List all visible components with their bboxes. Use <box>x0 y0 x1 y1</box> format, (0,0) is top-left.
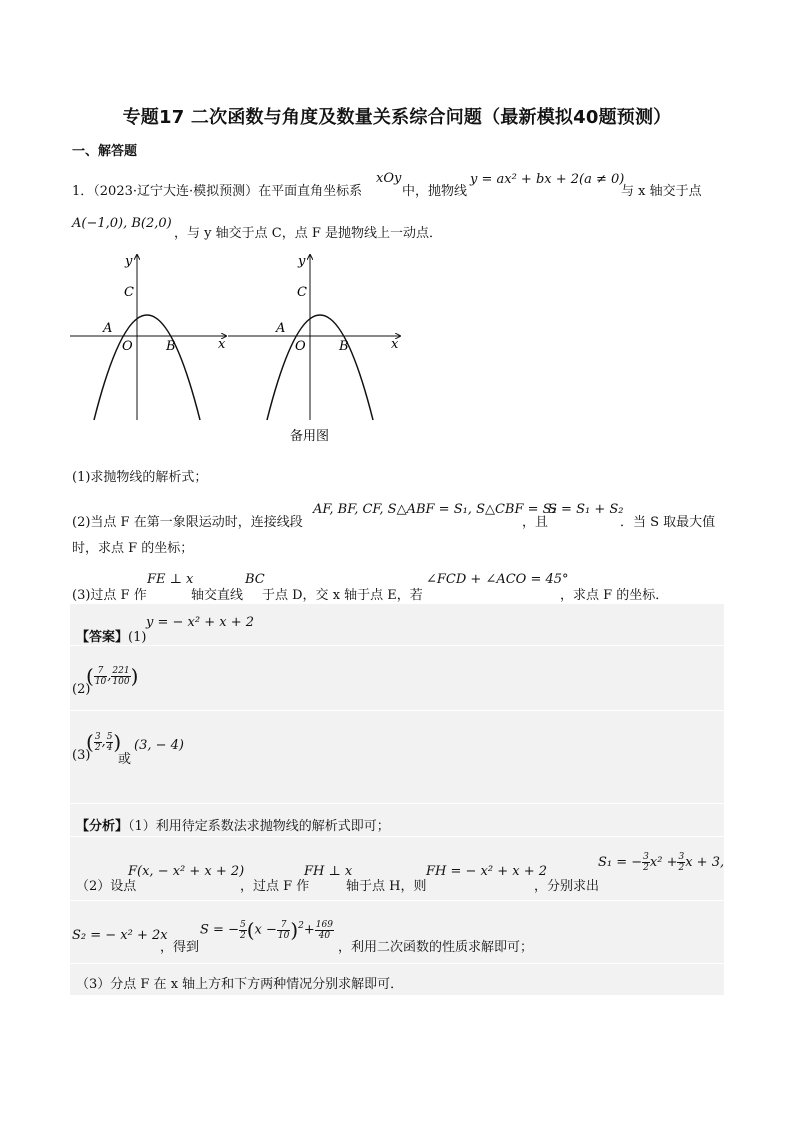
problem-text-2: 中，抛物线 <box>402 184 468 199</box>
y-axis-label: y <box>125 254 133 269</box>
problem-text: 在平面直角坐标系 <box>258 184 363 199</box>
x-axis-label: x <box>391 337 399 352</box>
answer-3: ( $\frac{3}{2}$ , $\frac{5}{4}$ ) <box>86 730 122 754</box>
analysis-perp: FH ⊥ x <box>304 864 353 879</box>
answer-heading: 【答案】 <box>76 630 129 645</box>
problem-text-4: ，与 y 轴交于点 C，点 F 是抛物线上一动点． <box>174 226 442 241</box>
intercept-points: A(−1,0), B(2,0) <box>72 216 172 231</box>
point-C-label: C <box>297 285 307 300</box>
parabola-equation: y = ax² + bx + 2(a ≠ 0) <box>470 172 625 187</box>
parabola-figures <box>60 250 420 450</box>
frac-den: 40 <box>318 930 331 941</box>
frac-den: 2 <box>239 930 246 941</box>
problem-source: （2023·辽宁大连·模拟预测） <box>93 184 259 199</box>
frac-den: 10 <box>94 676 107 687</box>
spare-figure-caption: 备用图 <box>290 429 330 444</box>
answer-2: ( $\frac{7}{10}$ , $\frac{221}{100}$ ) <box>86 664 139 688</box>
analysis-2b: ，过点 F 作 <box>240 879 310 894</box>
question-3-perp: FE ⊥ x <box>147 572 194 587</box>
coord-system: xOy <box>376 171 402 186</box>
answer-1: y = − x² + x + 2 <box>146 615 254 630</box>
point-A-label: A <box>103 321 113 336</box>
frac-den: 2 <box>643 863 649 873</box>
eq-part: x + 3, <box>685 855 725 870</box>
frac-num: 5 <box>106 731 113 742</box>
analysis-FH: FH = − x² + x + 2 <box>426 864 547 879</box>
analysis-point-F: F(x, − x² + x + 2) <box>128 864 245 879</box>
analysis-2d: ，分别求出 <box>534 879 600 894</box>
eq-part: x² + <box>649 855 678 870</box>
question-3-text-b: 轴交直线 <box>191 588 244 603</box>
eq-part: x − <box>254 922 277 938</box>
question-2-sum: S = S₁ + S₂ <box>548 502 624 517</box>
analysis-line-1 <box>76 815 390 834</box>
frac-num: 7 <box>277 920 290 931</box>
question-1: (1)求抛物线的解析式； <box>72 470 208 485</box>
analysis-2f: ，利用二次函数的性质求解即可； <box>338 940 534 955</box>
analysis-S2-eq: S₂ = − x² + 2x <box>72 928 168 943</box>
analysis-2a: （2）设点 <box>76 879 137 894</box>
analysis-2e: ，得到 <box>160 940 200 955</box>
frac-num: 5 <box>239 919 246 930</box>
eq-part: + <box>303 922 315 938</box>
point-B-label: B <box>166 339 176 354</box>
origin-label: O <box>122 339 133 354</box>
spare-graph <box>228 254 400 420</box>
answer-label <box>76 626 146 645</box>
analysis-step-3: （3）分点 F 在 x 轴上方和下方两种情况分别求解即可． <box>76 977 404 992</box>
frac-den: 2 <box>678 863 685 873</box>
divider <box>70 836 724 837</box>
page-title: 专题17 二次函数与角度及数量关系综合问题（最新模拟40题预测） <box>122 107 672 128</box>
frac-num: 7 <box>94 666 107 677</box>
eq-part: S = − <box>200 922 239 938</box>
question-3-text-d: ，求点 F 的坐标． <box>560 588 669 603</box>
question-3-text-c: 于点 D，交 x 轴于点 E，若 <box>262 588 423 603</box>
section-heading: 一、解答题 <box>72 144 138 159</box>
answer-3-prefix: (3) <box>72 748 91 763</box>
frac-den: 100 <box>112 676 130 687</box>
problem-line-1 <box>72 180 362 199</box>
analysis-S-eq: S = − $\frac{5}{2}$ (x − $\frac{7}{10}$ )$^2$+ $\frac{169}{40}$ <box>200 918 333 942</box>
question-2-text-b: ，且 <box>522 515 549 530</box>
divider <box>70 645 724 646</box>
divider <box>70 710 724 711</box>
analysis-2c: 轴于点 H，则 <box>346 879 427 894</box>
frac-num: 3 <box>643 852 649 862</box>
frac-num: 221 <box>112 665 130 676</box>
origin-label: O <box>295 339 306 354</box>
analysis-S1-eq <box>598 852 724 873</box>
frac-den: 4 <box>106 742 113 753</box>
divider <box>70 803 724 804</box>
eq-part: S₁ = − <box>598 855 643 870</box>
x-axis-label: x <box>218 337 226 352</box>
frac-den: 10 <box>277 930 290 941</box>
frac-num: 3 <box>94 731 101 742</box>
frac-num: 169 <box>315 919 333 930</box>
question-3-angle: ∠FCD + ∠ACO = 45° <box>426 572 569 587</box>
divider <box>70 963 724 964</box>
y-axis-label: y <box>298 254 306 269</box>
answer-1-prefix: (1) <box>128 630 147 645</box>
question-2-text: (2)当点 F 在第一象限运动时，连接线段 <box>72 515 303 530</box>
question-2-text-c: ．当 S 取最大值 <box>620 515 716 530</box>
frac-den: 2 <box>94 742 101 753</box>
frac-num: 3 <box>678 852 685 862</box>
analysis-heading: 【分析】 <box>76 819 129 834</box>
main-graph <box>70 254 226 420</box>
question-3-line: BC <box>245 572 265 587</box>
problem-number: 1． <box>72 184 94 199</box>
question-3-text: (3)过点 F 作 <box>72 588 147 603</box>
answer-3-alt: (3, − 4) <box>134 738 184 753</box>
point-A-label: A <box>276 321 286 336</box>
point-B-label: B <box>339 339 349 354</box>
answer-2-prefix: (2) <box>72 682 91 697</box>
problem-text-3: 与 x 轴交于点 <box>621 184 702 199</box>
question-2-text-d: 时，求点 F 的坐标； <box>72 541 194 556</box>
question-2-segments: AF, BF, CF, S△ABF = S₁, S△CBF = S₂ <box>313 502 557 517</box>
point-C-label: C <box>124 285 134 300</box>
divider <box>70 900 724 901</box>
answer-3-or: 或 <box>118 752 132 767</box>
analysis-step-1: （1）利用待定系数法求抛物线的解析式即可； <box>128 819 390 834</box>
